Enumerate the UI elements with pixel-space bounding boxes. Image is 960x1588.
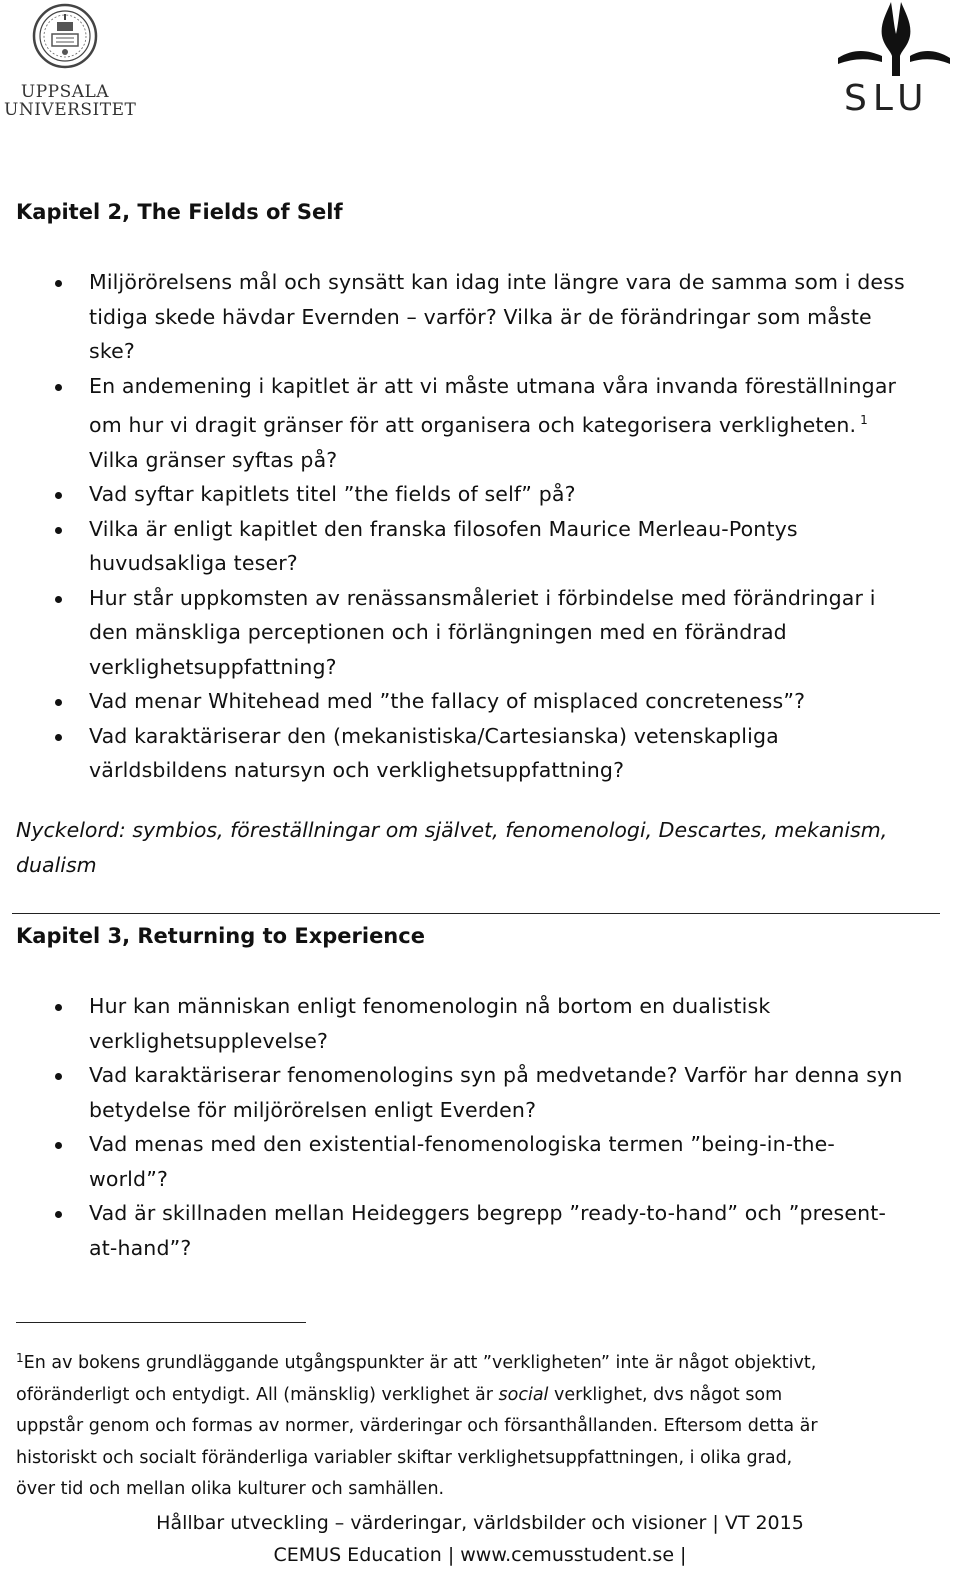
question-item: Vad menas med den existential-fenomenologiska termen ”being-in-the- world”?: [16, 1127, 946, 1196]
footnote-number: 1: [16, 1351, 24, 1365]
slu-wordmark: SLU: [844, 78, 930, 119]
keywords-paragraph: Nyckelord: symbios, föreställningar om självet, fenomenologi, Descartes, mekanism, dualism: [16, 818, 888, 877]
footnote: $^1$En av bokens grundläggande utgångspunkter är att ”verkligheten” inte är något objektivt, oföränderligt och entydigt. All (mänsklig) verklighet är social verklighet, dvs något som uppstår genom och formas av normer, värderingar och försanthållanden. Eftersom detta är historiskt och socialt föränderliga variabler skiftar verklighetsuppfattningen, i olika grad, över tid och mellan olika kulturer och samhällen.: [16, 1351, 818, 1499]
question-item: Miljörörelsens mål och synsätt kan idag inte längre vara de samma som i dess tidiga skede hävdar Evernden – varför? Vilka är de förändringar som måste ske?: [16, 265, 946, 369]
question-item: En andemening i kapitlet är att vi måste utmana våra invanda föreställningar om hur vi dragit gränser för att organisera och kategorisera verkligheten. $^1$ Vilka gränser syftas på?: [16, 369, 946, 478]
question-item: Vad menar Whitehead med ”the fallacy of misplaced concreteness”?: [16, 684, 946, 719]
footer-org-line[interactable]: CEMUS Education | www.cemusstudent.se |: [273, 1544, 687, 1566]
slu-logo: [836, 0, 952, 124]
bullet-icon: [55, 734, 62, 741]
chapter-3-heading: Kapitel 3, Returning to Experience: [16, 924, 425, 948]
uppsala-seal-icon: [32, 2, 98, 72]
section-divider: [12, 913, 940, 914]
logo-text-line-1: UPPSALA: [20, 82, 110, 102]
footnote-reference[interactable]: 1: [860, 413, 868, 427]
bullet-icon: [55, 699, 62, 706]
chapter-2-heading: Kapitel 2, The Fields of Self: [16, 200, 343, 224]
question-item: Hur kan människan enligt fenomenologin nå bortom en dualistisk verklighetsupplevelse?: [16, 989, 946, 1058]
question-item: Vad karaktäriserar den (mekanistiska/Cartesianska) vetenskapliga världsbildens natursyn och verklighetsuppfattning?: [16, 719, 946, 788]
slu-tree-icon: [836, 0, 952, 80]
question-item: Vad karaktäriserar fenomenologins syn på medvetande? Varför har denna syn betydelse för miljörörelsen enligt Everden?: [16, 1058, 946, 1127]
emphasized-word: social: [498, 1384, 549, 1405]
chapter-2-question-list: [16, 265, 946, 788]
bullet-icon: [55, 1004, 62, 1011]
question-item: Vad syftar kapitlets titel ”the fields of self” på?: [16, 477, 946, 512]
question-item: Hur står uppkomsten av renässansmåleriet i förbindelse med förändringar i den mänskliga perceptionen och i förlängningen med en förändrad verklighetsuppfattning?: [16, 581, 946, 685]
bullet-icon: [55, 384, 62, 391]
uppsala-universitet-logo: [4, 2, 137, 120]
footnote-separator: [16, 1322, 306, 1323]
bullet-icon: [55, 1073, 62, 1080]
question-item: Vad är skillnaden mellan Heideggers begrepp ”ready-to-hand” och ”present- at-hand”?: [16, 1196, 946, 1265]
footer-course-line: Hållbar utveckling – värderingar, världsbilder och visioner | VT 2015: [156, 1512, 804, 1534]
bullet-icon: [55, 596, 62, 603]
chapter-3-question-list: [16, 989, 946, 1265]
bullet-icon: [55, 527, 62, 534]
bullet-icon: [55, 492, 62, 499]
bullet-icon: [55, 1211, 62, 1218]
logo-text-line-2: UNIVERSITET: [4, 100, 137, 120]
bullet-icon: [55, 280, 62, 287]
question-item: Vilka är enligt kapitlet den franska filosofen Maurice Merleau-Pontys huvudsakliga teser?: [16, 512, 946, 581]
bullet-icon: [55, 1142, 62, 1149]
